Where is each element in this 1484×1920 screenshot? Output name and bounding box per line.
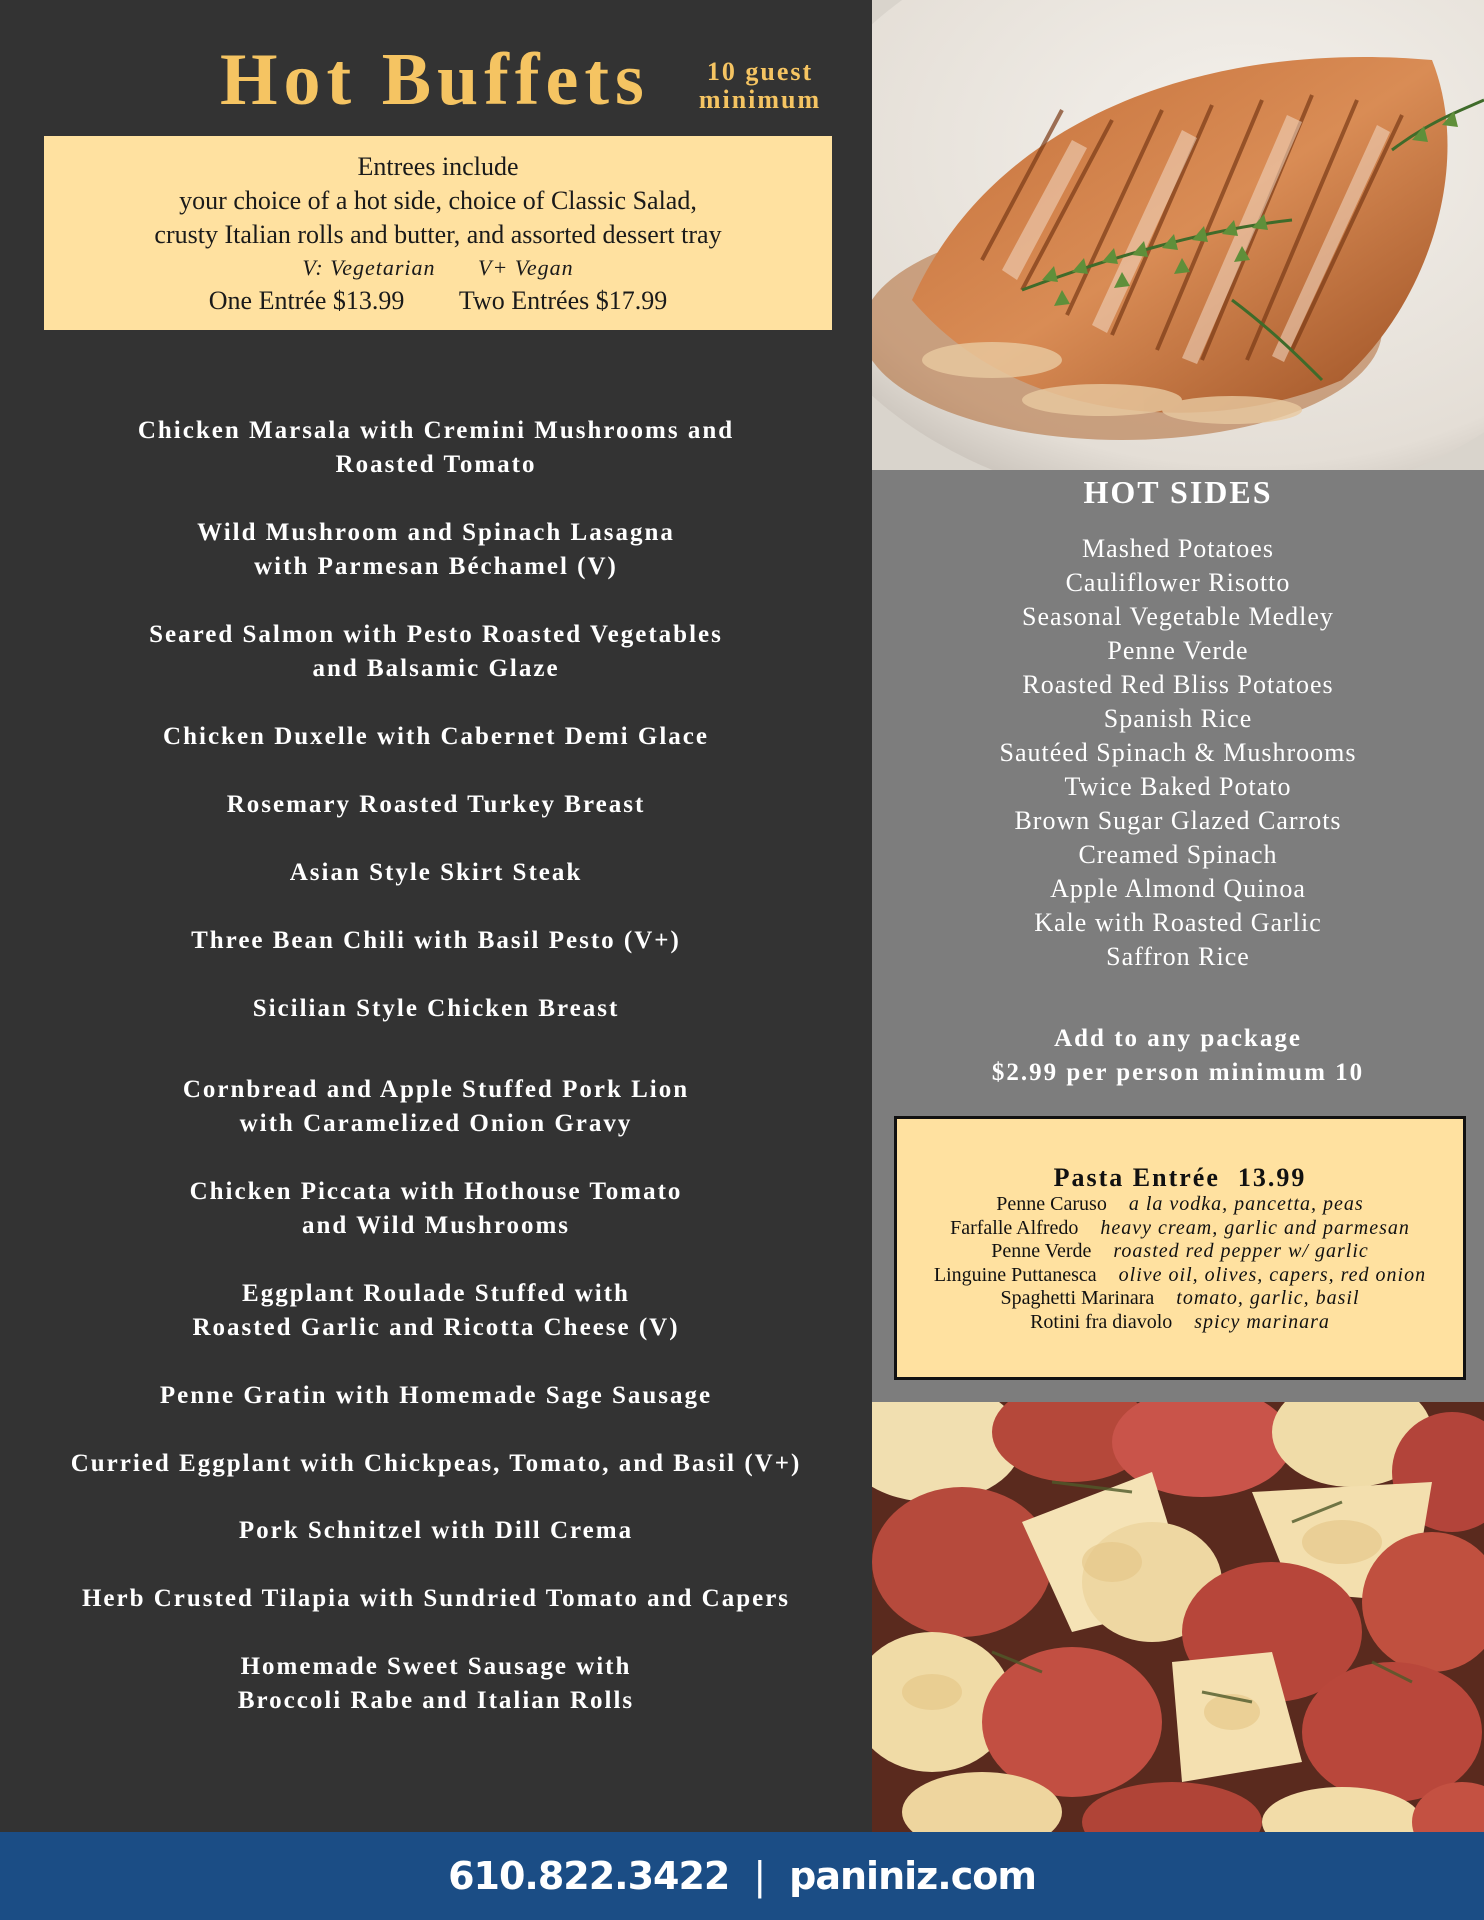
pasta-item: Penne Verde roasted red pepper w/ garlic bbox=[991, 1240, 1369, 1262]
entree-prices bbox=[44, 284, 832, 318]
entree-item: Cornbread and Apple Stuffed Pork Lion with Caramelized Onion Gravy bbox=[182, 1076, 690, 1137]
pasta-item: Spaghetti Marinara tomato, garlic, basil bbox=[1000, 1287, 1360, 1309]
info-line: your choice of a hot side, choice of Classic Salad, bbox=[179, 186, 697, 215]
entree-item: Three Bean Chili with Basil Pesto (V+) bbox=[191, 927, 681, 954]
entree-item: Herb Crusted Tilapia with Sundried Tomato and Capers bbox=[81, 1585, 791, 1612]
price-two-entrees: Two Entrées $17.99 bbox=[458, 286, 668, 315]
right-panel bbox=[872, 0, 1484, 1832]
guest-minimum-line2: minimum bbox=[698, 85, 822, 114]
entree-item: Wild Mushroom and Spinach Lasagna with Parmesan Béchamel (V) bbox=[197, 519, 675, 580]
side-item: Spanish Rice bbox=[1103, 704, 1253, 733]
entree-item: Rosemary Roasted Turkey Breast bbox=[226, 791, 646, 818]
vegetarian-legend: V: Vegetarian bbox=[302, 255, 436, 280]
pasta-item: Farfalle Alfredo heavy cream, garlic and parmesan bbox=[950, 1216, 1410, 1239]
pasta-item: Linguine Puttanesca olive oil, olives, capers, red onion bbox=[933, 1263, 1427, 1286]
entree-item: Eggplant Roulade Stuffed with Roasted Garlic and Ricotta Cheese (V) bbox=[192, 1280, 680, 1341]
entree-item: Curried Eggplant with Chickpeas, Tomato, and Basil (V+) bbox=[70, 1450, 802, 1477]
hot-sides-title: HOT SIDES bbox=[1083, 474, 1273, 510]
side-item: Seasonal Vegetable Medley bbox=[1022, 602, 1334, 631]
side-item: Creamed Spinach bbox=[1078, 840, 1278, 869]
entree-item: Chicken Marsala with Cremini Mushrooms and Roasted Tomato bbox=[137, 417, 735, 478]
pasta-item: Rotini fra diavolo spicy marinara bbox=[1030, 1310, 1330, 1333]
pasta-title-text: Pasta Entrée bbox=[1053, 1163, 1220, 1192]
pasta-entree-title bbox=[897, 1163, 1463, 1193]
vegan-legend: V+ Vegan bbox=[478, 255, 574, 280]
side-item: Mashed Potatoes bbox=[1082, 534, 1274, 563]
entree-info-box bbox=[44, 136, 832, 330]
pasta-price: 13.99 bbox=[1237, 1163, 1307, 1192]
side-item: Saffron Rice bbox=[1106, 942, 1250, 971]
addon-line2: $2.99 per person minimum 10 bbox=[991, 1059, 1365, 1086]
pasta-item: Penne Caruso a la vodka, pancetta, peas bbox=[996, 1193, 1364, 1215]
info-line: Entrees include bbox=[357, 152, 519, 181]
addon-line1: Add to any package bbox=[1054, 1025, 1302, 1052]
hot-sides-list bbox=[872, 532, 1484, 974]
website-link[interactable]: paniniz.com bbox=[789, 1854, 1036, 1898]
title-row bbox=[0, 30, 872, 120]
diet-legend bbox=[44, 252, 832, 284]
side-item: Cauliflower Risotto bbox=[1065, 568, 1291, 597]
entree-item: Homemade Sweet Sausage with Broccoli Rabe and Italian Rolls bbox=[237, 1653, 635, 1714]
side-item: Kale with Roasted Garlic bbox=[1034, 908, 1322, 937]
entree-item: Pork Schnitzel with Dill Crema bbox=[238, 1517, 634, 1544]
info-line: crusty Italian rolls and butter, and assorted dessert tray bbox=[154, 220, 722, 249]
entree-item: Penne Gratin with Homemade Sage Sausage bbox=[159, 1382, 713, 1409]
side-item: Apple Almond Quinoa bbox=[1050, 874, 1306, 903]
entree-item: Chicken Piccata with Hothouse Tomato and Wild Mushrooms bbox=[189, 1178, 683, 1239]
entree-item: Sicilian Style Chicken Breast bbox=[252, 995, 620, 1022]
entree-item: Seared Salmon with Pesto Roasted Vegetables and Balsamic Glaze bbox=[149, 621, 723, 682]
roasted-red-potatoes-photo bbox=[872, 1402, 1484, 1832]
side-item: Twice Baked Potato bbox=[1064, 772, 1292, 801]
sliced-turkey-breast-photo bbox=[872, 0, 1484, 470]
guest-minimum-line1: 10 guest bbox=[706, 57, 814, 86]
contact-footer bbox=[0, 1832, 1484, 1920]
phone-number[interactable]: 610.822.3422 bbox=[448, 1854, 730, 1898]
entree-item: Chicken Duxelle with Cabernet Demi Glace bbox=[163, 723, 709, 750]
guest-minimum-note bbox=[690, 58, 830, 114]
sides-addon-note bbox=[872, 1022, 1484, 1090]
side-item: Brown Sugar Glazed Carrots bbox=[1014, 806, 1342, 835]
side-item: Sautéed Spinach & Mushrooms bbox=[999, 738, 1357, 767]
side-item: Roasted Red Bliss Potatoes bbox=[1022, 670, 1334, 699]
pasta-entree-box bbox=[894, 1116, 1466, 1380]
side-item: Penne Verde bbox=[1107, 636, 1249, 665]
page-title: Hot Buffets bbox=[220, 39, 650, 121]
footer-separator: | bbox=[753, 1854, 766, 1898]
entree-item: Asian Style Skirt Steak bbox=[289, 859, 583, 886]
price-one-entree: One Entrée $13.99 bbox=[208, 286, 405, 315]
